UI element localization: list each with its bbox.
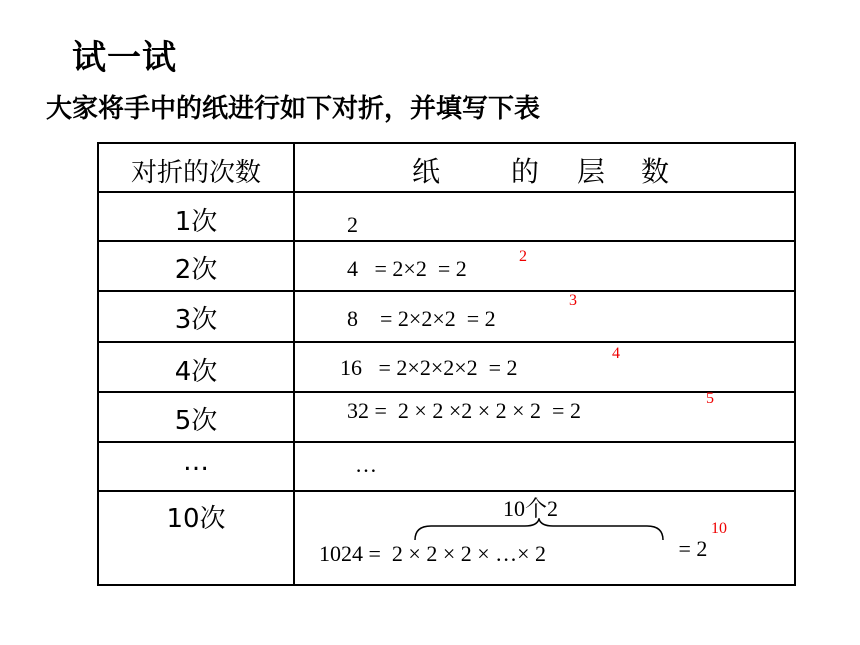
curly-brace-icon: [413, 518, 665, 542]
row-label: 10次: [166, 504, 226, 534]
header-char: 层: [577, 155, 606, 188]
page-title: 试一试: [72, 38, 177, 78]
row-expression: 2: [347, 212, 358, 237]
row-expression: 8 = 2×2×2 = 2: [347, 306, 496, 331]
row-label: 1次: [174, 207, 218, 237]
row-divider: [99, 341, 794, 343]
row-exponent: 5: [706, 390, 714, 407]
row-divider: [99, 191, 794, 193]
row-expression: 4 = 2×2 = 2: [347, 256, 467, 281]
row-divider: [99, 290, 794, 292]
row-expression: …: [355, 452, 377, 477]
header-char: 的: [511, 155, 540, 188]
row-divider: [99, 240, 794, 242]
brace-label: 10个2: [503, 496, 559, 521]
row-expression: 16 = 2×2×2×2 = 2: [340, 355, 518, 380]
row-divider: [99, 490, 794, 492]
row-exponent: 10: [711, 520, 727, 537]
row-result: = 2: [673, 536, 708, 561]
row-label: 2次: [174, 255, 218, 285]
row-label: 3次: [174, 305, 218, 335]
row-expression: 32 = 2 × 2 ×2 × 2 × 2 = 2: [347, 398, 581, 423]
row-divider: [99, 441, 794, 443]
row-label: …: [183, 447, 209, 477]
row-expression: 1024 = 2 × 2 × 2 × …× 2: [319, 541, 547, 566]
row-exponent: 3: [569, 292, 577, 309]
header-char: 纸: [412, 155, 441, 188]
row-divider: [99, 391, 794, 393]
row-exponent: 4: [612, 345, 620, 362]
instruction-text: 大家将手中的纸进行如下对折，并填写下表: [46, 94, 541, 124]
row-exponent: 2: [519, 248, 527, 265]
folding-table: [97, 142, 796, 586]
row-label: 5次: [174, 406, 218, 436]
header-fold-count: 对折的次数: [130, 158, 261, 188]
column-divider: [293, 144, 295, 584]
header-char: 数: [641, 155, 670, 188]
row-label: 4次: [174, 357, 218, 387]
